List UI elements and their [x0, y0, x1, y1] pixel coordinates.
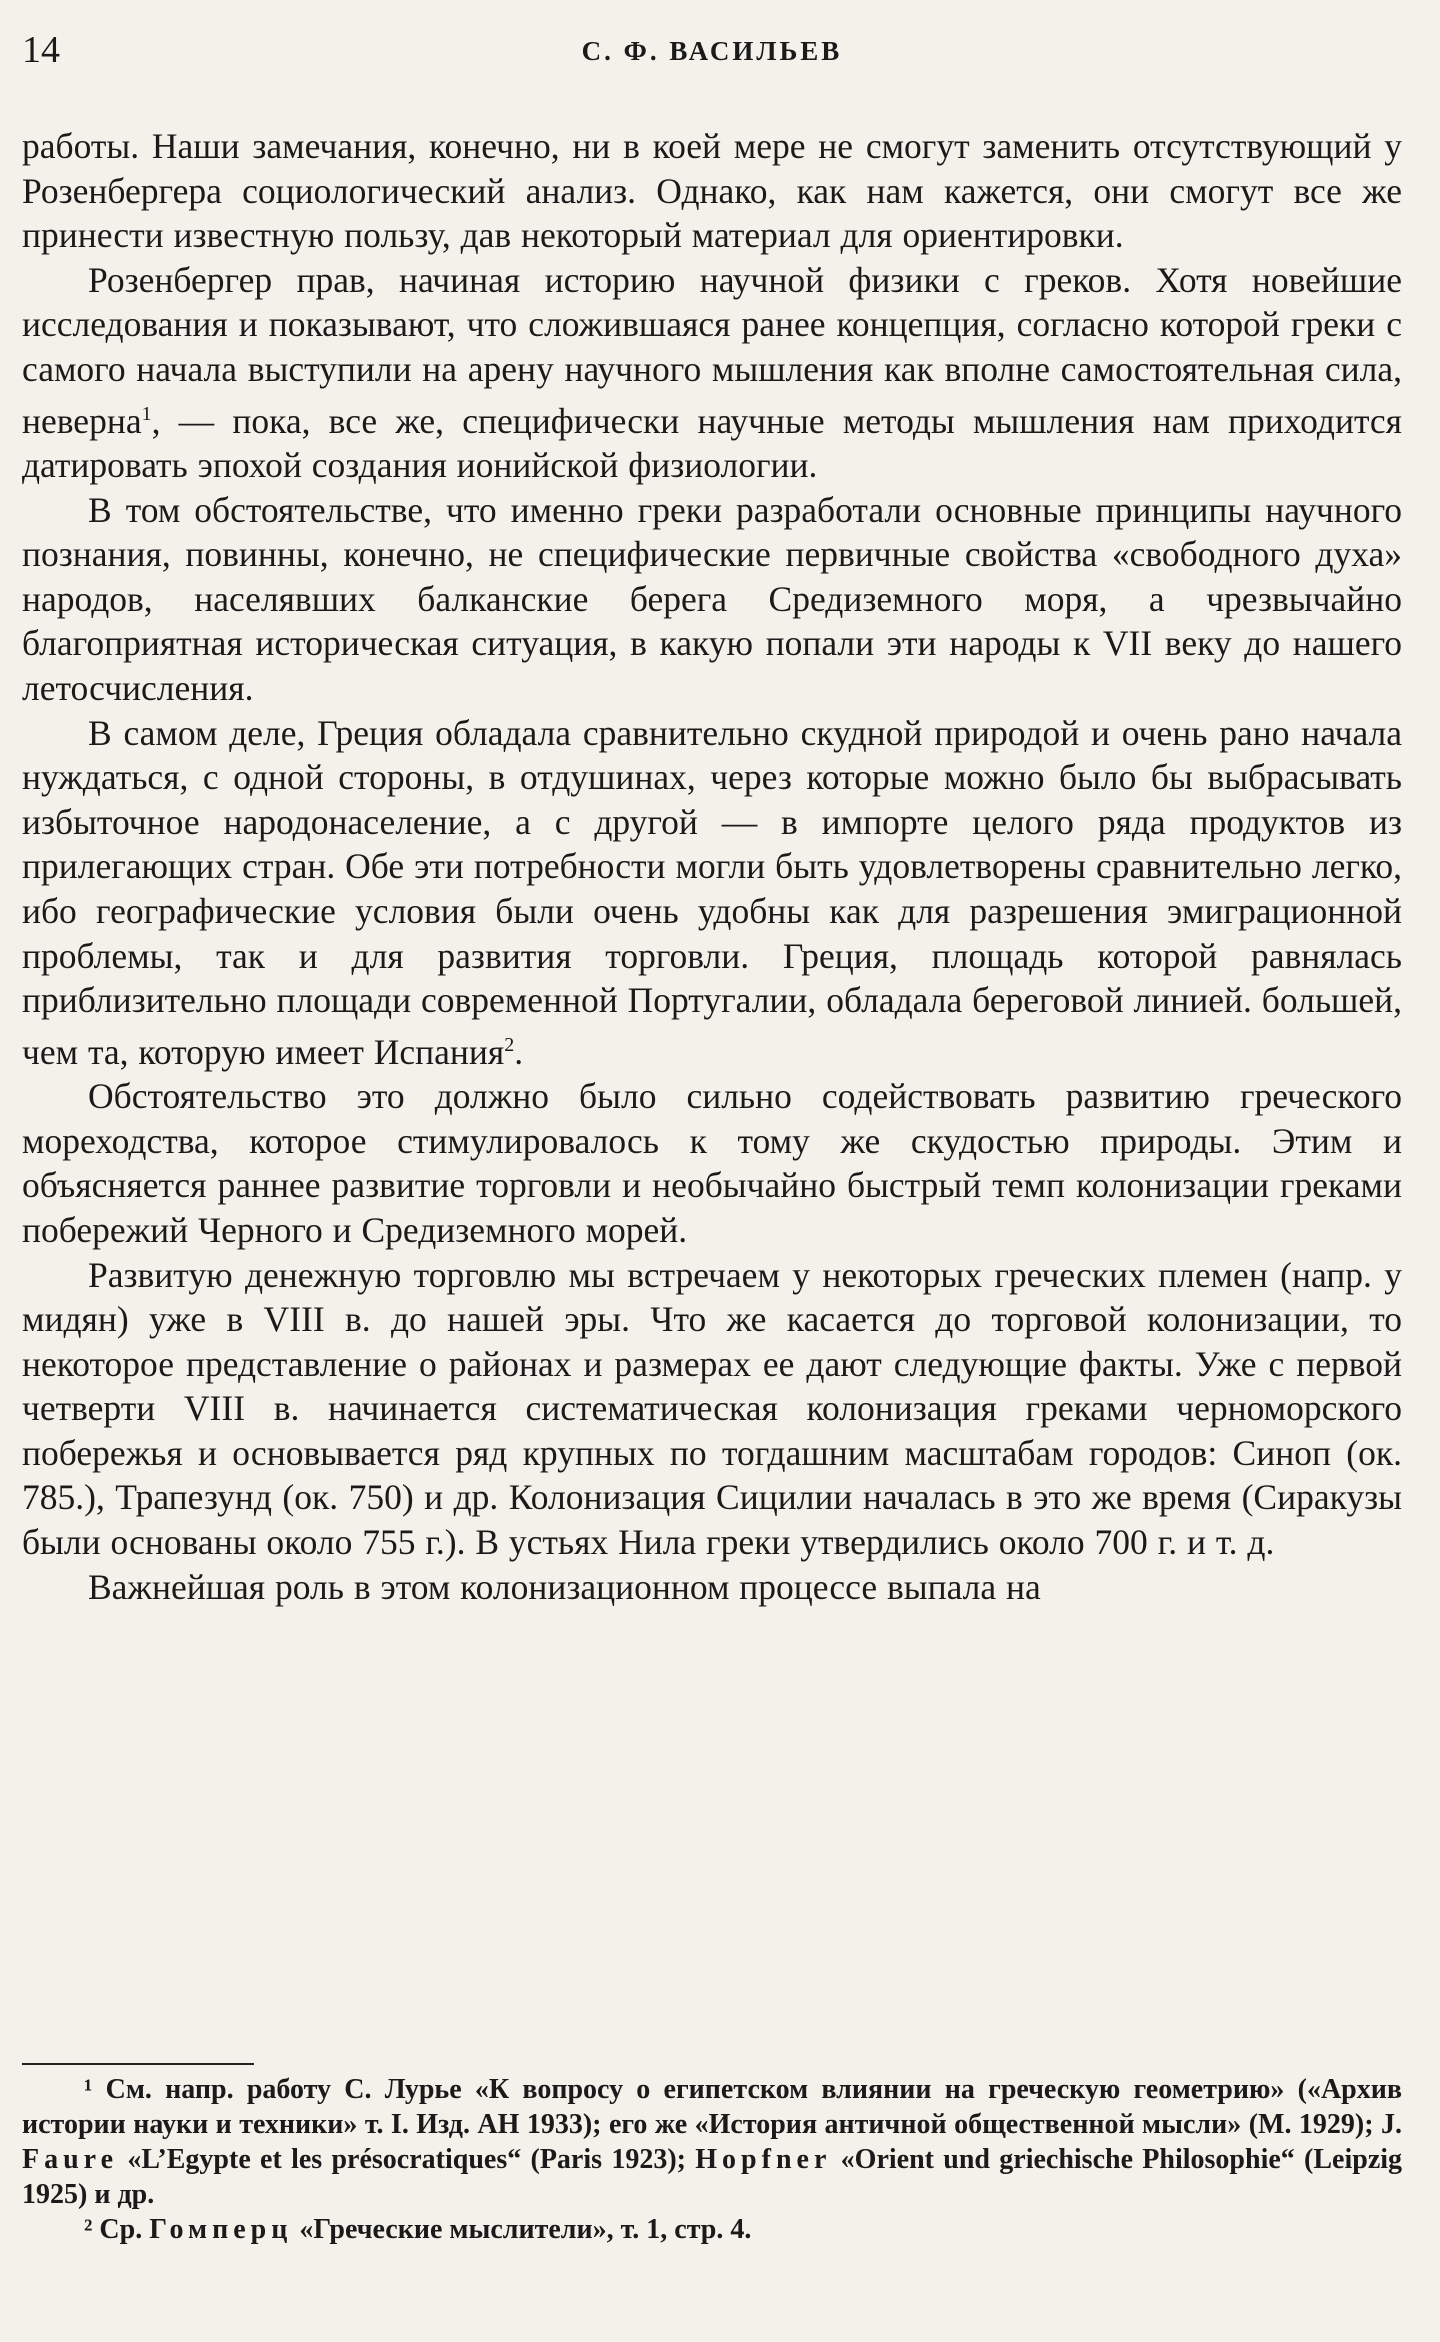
paragraph	[22, 258, 1402, 488]
page-header	[22, 28, 1402, 78]
paragraph-text: , — пока, все же, специфически научные методы мышления нам приходится датировать эпохой создания ионийской физиологии.	[22, 400, 1402, 485]
footnote-mark: ¹	[84, 2074, 93, 2105]
main-text	[22, 124, 1402, 1609]
footnote-text: См. напр. работу С. Лурье «К вопросу о египетском влиянии на греческую геометрию» («Архив истории науки и техники» т. I. Изд. АН 1933); его же «История античной общественной мысли» (М. 1929); J.	[22, 2074, 1402, 2140]
footnote-text: Ср.	[92, 2214, 143, 2245]
paragraph: Развитую денежную торговлю мы встречаем у некоторых греческих племен (напр. у мидян) уже в VIII в. до нашей эры. Что же касается до торговой колонизации, то некоторое представление о районах и размерах ее дают следующие факты. Уже с первой четверти VIII в. начинается систематическая колонизация греками черноморского побережья и основывается ряд крупных по тогдашним масштабам городов: Синоп (ок. 785.), Трапезунд (ок. 750) и др. Колонизация Сицилии началась в это же время (Сиракузы были основаны около 755 г.). В устьях Нила греки утвердились около 700 г. и т. д.	[22, 1254, 1402, 1563]
paragraph-text: Розенбергер прав, начиная историю научной физики с греков. Хотя новейшие исследования и показывают, что сложившаяся ранее концепция, согласно которой греки с самого начала выступили на арену научного мышления как вполне самостоятельная сила, неверна	[22, 259, 1402, 441]
paragraph: В том обстоятельстве, что именно греки разработали основные принципы научного познания, повинны, конечно, не специфические первичные свойства «свободного духа» народов, населявших балканские берега Средиземного моря, а чрезвычайно благоприятная историческая ситуация, в какую попали эти народы к VII веку до нашего летосчисления.	[22, 489, 1402, 708]
paragraph-text: .	[514, 1031, 524, 1072]
page-number: 14	[22, 29, 60, 71]
author-name: Гомперц	[149, 2214, 293, 2245]
footnote-ref: 1	[141, 402, 152, 425]
paragraph-text: В самом деле, Греция обладала сравнительно скудной природой и очень рано начала нуждаться, с одной стороны, в отдушинах, через которые можно было бы выбрасывать избыточное народонаселение, а с другой — в импорте целого ряда продуктов из прилегающих стран. Обе эти потребности могли быть удовлетворены сравнительно легко, ибо географические условия были очень удобны как для разрешения эмиграционной проблемы, так и для развития торговли. Греция, площадь которой равнялась приблизительно площади современной Португалии, обладала береговой линией. большей, чем та, которую имеет Испания	[22, 712, 1402, 1072]
footnote-text: «Orient und griechische Philosophie“ (Leipzig 1925) и др.	[22, 2144, 1403, 2210]
running-head: С. Ф. ВАСИЛЬЕВ	[581, 36, 843, 66]
author-name: Faure	[22, 2144, 119, 2175]
footnote-mark: ²	[84, 2214, 93, 2245]
footnote-text: «L’Egypte et les présocratiques“ (Paris 1923);	[127, 2144, 686, 2175]
book-page	[22, 0, 1402, 2342]
footnote-1	[22, 2072, 1402, 2212]
footnote-divider	[22, 2063, 254, 2065]
footnotes	[22, 2072, 1402, 2247]
paragraph: работы. Наши замечания, конечно, ни в коей мере не смогут заменить отсутствующий у Розенбергера социологический анализ. Однако, как нам кажется, они смогут все же принести известную пользу, дав некоторый материал для ориентировки.	[22, 126, 1402, 256]
paragraph	[22, 711, 1402, 1075]
footnote-2	[22, 2212, 1402, 2247]
paragraph: Важнейшая роль в этом колонизационном процессе выпала на	[88, 1566, 1041, 1607]
footnote-ref: 2	[504, 1033, 515, 1056]
footnote-text: «Греческие мыслители», т. 1, стр. 4.	[299, 2214, 752, 2245]
paragraph: Обстоятельство это должно было сильно содействовать развитию греческого мореходства, которое стимулировалось к тому же скудостью природы. Этим и объясняется раннее развитие торговли и необычайно быстрый темп колонизации греками побережий Черного и Средиземного морей.	[22, 1076, 1402, 1250]
author-name: Hopfner	[695, 2144, 832, 2175]
